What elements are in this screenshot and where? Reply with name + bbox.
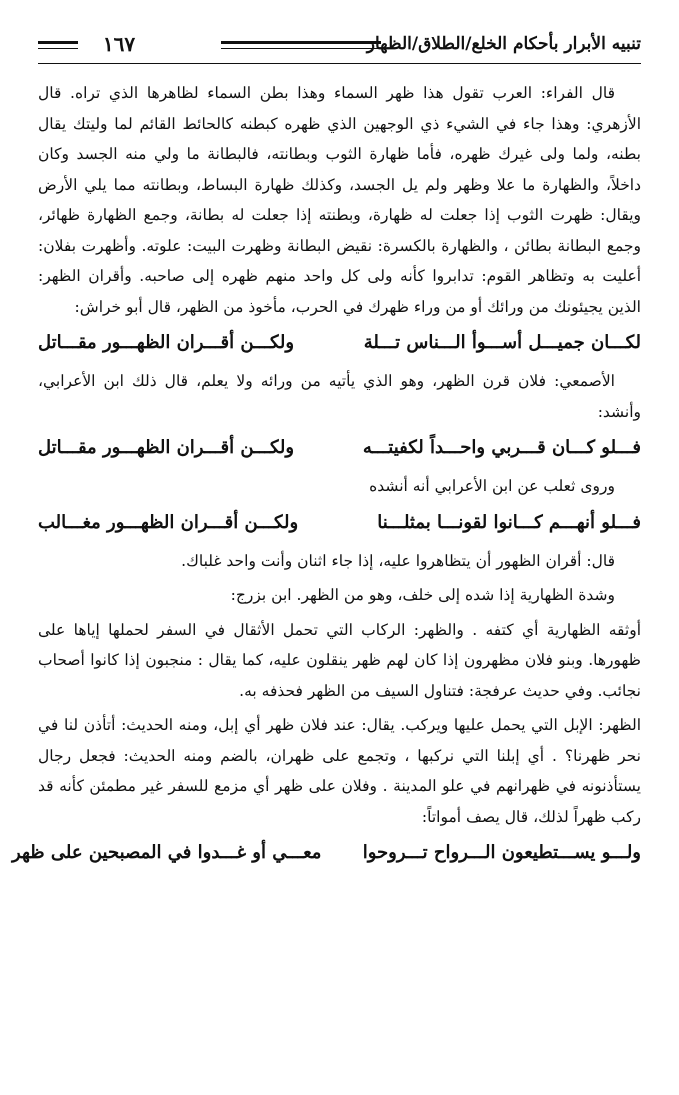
paragraph-ibil: الظهر: الإبل التي يحمل عليها ويركب. يقال: عند فلان ظهر أي إبل، ومنه الحديث: أتأذن لنا في نحر ظهرنا؟ . أي إبلنا التي نركبها ، وتجمع على ظهران، بالضم ومنه الحديث: فجعل رجال يستأذنونه في ظهرانهم في علو المدينة . وفلان على ظهر أي مزمع للسفر غير مطمئن كأنه قد ركب ظهراً لذلك، قال يصف أمواتاً: (38, 716, 641, 826)
header-rule-left (38, 41, 78, 49)
verse-second-hemistich: ولكـــن أقـــران الظهـــور مغـــالب (38, 511, 299, 533)
verse-first-hemistich: ولـــو يســـتطيعون الـــرواح تـــروحوا (362, 842, 641, 863)
verse-first-hemistich: فـــلو أنهـــم كـــانوا لقونـــا بمثلـــنا (377, 511, 641, 533)
verse-ibn-arabi-2 (38, 506, 641, 540)
paragraph-aqran: قال: أقران الظهور أن يتظاهروا عليه، إذا جاء اثنان وأنت واحد غلباك. (181, 551, 615, 570)
paragraph-zihariya: وشدة الظهارية إذا شده إلى خلف، وهو من الظهر. ابن بزرج: (230, 586, 615, 604)
header-title: تنبيه الأبرار بأحكام الخلع/الطلاق/الظهار (366, 34, 641, 54)
verse-abu-khirash (38, 326, 641, 360)
verse-first-hemistich: فـــلو كـــان قـــربي واحـــداً لكفيتـــه (362, 437, 641, 458)
verse-second-hemistich: معـــي أو غـــدوا في المصبحين على ظهر (12, 842, 322, 863)
verse-second-hemistich: ولكـــن أقـــران الظهـــور مقـــاتل (38, 332, 295, 353)
paragraph-thaalab: وروى ثعلب عن ابن الأعرابي أنه أنشده (369, 477, 615, 495)
paragraph-rikab: أوثقه الظهارية أي كتفه . والظهر: الركاب التي تحمل الأثقال في السفر لحملها إياها على ظهورها. وبنو فلان مظهرون إذا كان لهم ظهر ينقلون عليه، كما يقال : منجبون إذا كانوا أصحاب نجائب. وفي حديث عرفجة: فتناول السيف من الظهر فحذفه به. (38, 620, 641, 700)
verse-ibn-arabi-1 (38, 431, 641, 465)
header-divider (38, 63, 641, 64)
verse-amwat (12, 836, 641, 870)
verse-second-hemistich: ولكـــن أقـــران الظهـــور مقـــاتل (38, 437, 295, 458)
paragraph-asmai: الأصمعي: فلان قرن الظهر، وهو الذي يأتيه من ورائه ولا يعلم، قال ذلك ابن الأعرابي، وأنشد: (38, 372, 641, 421)
verse-first-hemistich: لكـــان جميـــل أســـوأ الـــناس تـــلة (363, 332, 641, 353)
header-rule-middle (221, 41, 381, 49)
page-number: ١٦٧ (102, 32, 136, 56)
running-header (38, 30, 641, 60)
paragraph-farra: قال الفراء: العرب تقول هذا ظهر السماء وهذا بطن السماء لظاهرها الذي تراه. قال الأزهري: وهذا جاء في الشيء ذي الوجهين الذي ظهره كبطنه كالحائط القائم لما وليتك يقال بطنه، ولما ولى غيرك ظهره، فأما ظهارة الثوب وبطانته، فالبطانة ما ولي منه الجسد وكان داخلاً، والظهارة ما علا وظهر ولم يل الجسد، وكذلك ظهارة البساط، وبطانته مما يلي الأرض ويقال: ظهرت الثوب إذا جعلت له ظهارة، وبطنته إذا جعلت له بطانة، وجمع الظهارة ظهائر، وجمع البطانة بطائن ، والظهارة بالكسرة: نقيض البطانة وظهرت البيت: علوته. وأظهرت بفلان: أعليت به وتظاهر القوم: تدابروا كأنه ولى كل واحد منهم ظهره إلى صاحبه. وأقران الظهر: الذين يجيئونك من ورائك أو من وراء ظهرك في الحرب، مأخوذ من الظهر، قال أبو خراش: (38, 84, 641, 316)
page-body (12, 78, 641, 876)
